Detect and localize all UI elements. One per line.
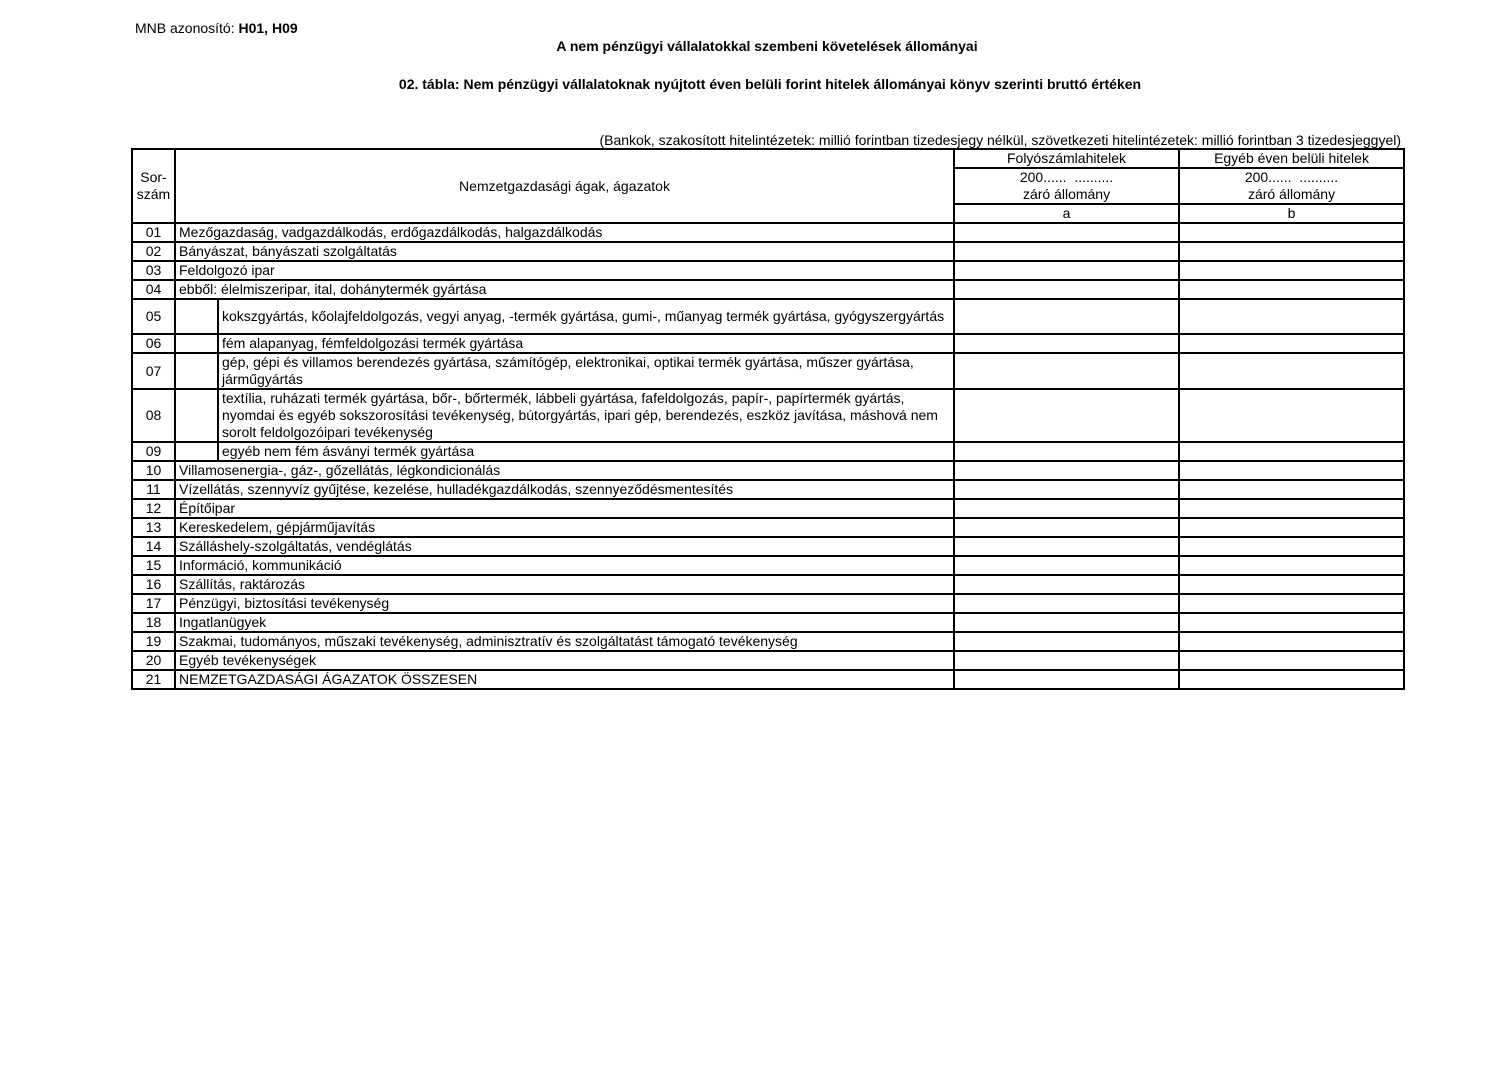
- row-label: Ingatlanügyek: [175, 613, 954, 632]
- indent-cell: [175, 442, 218, 461]
- row-label: Vízellátás, szennyvíz gyűjtése, kezelése, hulladékgazdálkodás, szennyeződésmentesítés: [175, 480, 954, 499]
- row-number: 06: [132, 334, 175, 353]
- cell-b[interactable]: [1179, 537, 1404, 556]
- row-label: NEMZETGAZDASÁGI ÁGAZATOK ÖSSZESEN: [175, 670, 954, 689]
- row-label: Bányászat, bányászati szolgáltatás: [175, 242, 954, 261]
- cell-a[interactable]: [954, 537, 1179, 556]
- cell-a[interactable]: [954, 651, 1179, 670]
- row-label: Szállítás, raktározás: [175, 575, 954, 594]
- row-label: Szálláshely-szolgáltatás, vendéglátás: [175, 537, 954, 556]
- cell-b[interactable]: [1179, 651, 1404, 670]
- table-row: [132, 442, 1404, 461]
- cell-b[interactable]: [1179, 261, 1404, 280]
- col-a-code: a: [954, 204, 1179, 223]
- row-label: Információ, kommunikáció: [175, 556, 954, 575]
- table-row: [132, 556, 1404, 575]
- table-row: [132, 223, 1404, 242]
- row-number: 14: [132, 537, 175, 556]
- cell-a[interactable]: [954, 223, 1179, 242]
- cell-a[interactable]: [954, 480, 1179, 499]
- cell-b[interactable]: [1179, 575, 1404, 594]
- row-label: Szakmai, tudományos, műszaki tevékenység, adminisztratív és szolgáltatást támogató tevékenység: [175, 632, 954, 651]
- table-row: [132, 261, 1404, 280]
- row-label: Kereskedelem, gépjárműjavítás: [175, 518, 954, 537]
- table-body: [132, 223, 1404, 689]
- cell-a[interactable]: [954, 575, 1179, 594]
- table-row: [132, 537, 1404, 556]
- row-number: 08: [132, 389, 175, 442]
- agak-header: Nemzetgazdasági ágak, ágazatok: [175, 149, 954, 223]
- row-number: 11: [132, 480, 175, 499]
- col-b-state: záró állomány: [1247, 186, 1336, 202]
- col-a-date: 200...... ..........: [1019, 169, 1114, 185]
- table-row: [132, 670, 1404, 689]
- sorszam-header-line2: szám: [136, 186, 171, 202]
- cell-a[interactable]: [954, 670, 1179, 689]
- cell-a[interactable]: [954, 499, 1179, 518]
- cell-b[interactable]: [1179, 334, 1404, 353]
- row-label: Egyéb tevékenységek: [175, 651, 954, 670]
- row-number: 04: [132, 280, 175, 299]
- cell-b[interactable]: [1179, 632, 1404, 651]
- cell-b[interactable]: [1179, 480, 1404, 499]
- row-number: 15: [132, 556, 175, 575]
- cell-a[interactable]: [954, 261, 1179, 280]
- cell-a[interactable]: [954, 334, 1179, 353]
- table-row: [132, 499, 1404, 518]
- cell-a[interactable]: [954, 556, 1179, 575]
- row-label: textília, ruházati termék gyártása, bőr-, bőrtermék, lábbeli gyártása, fafeldolgozás, papír-, papírtermék gyártás, nyomdai és egyéb sokszorosítási tevékenység, bútorgyártás, ipari gép, berendezés, eszköz javítása, máshová nem sorolt feldolgozóipari tevékenység: [218, 389, 954, 442]
- row-number: 21: [132, 670, 175, 689]
- col-b-period: [1179, 168, 1404, 204]
- document-title: A nem pénzügyi vállalatokkal szembeni követelések állományai: [556, 38, 978, 54]
- row-number: 10: [132, 461, 175, 480]
- mnb-identifier: [135, 20, 298, 36]
- table-header: [132, 149, 1404, 223]
- row-label: egyéb nem fém ásványi termék gyártása: [218, 442, 954, 461]
- row-label: Építőipar: [175, 499, 954, 518]
- col-a-title: Folyószámlahitelek: [954, 149, 1179, 168]
- table-row: [132, 613, 1404, 632]
- table-row: [132, 575, 1404, 594]
- data-table: [131, 148, 1405, 690]
- table-row: [132, 518, 1404, 537]
- cell-b[interactable]: [1179, 556, 1404, 575]
- row-number: 12: [132, 499, 175, 518]
- row-label: gép, gépi és villamos berendezés gyártása, számítógép, elektronikai, optikai termék gyártása, műszer gyártása, járműgyártás: [218, 353, 954, 389]
- cell-b[interactable]: [1179, 499, 1404, 518]
- row-number: 13: [132, 518, 175, 537]
- mnb-id-value: H01, H09: [238, 20, 298, 36]
- table-row: [132, 280, 1404, 299]
- cell-b[interactable]: [1179, 389, 1404, 442]
- col-a-state: záró állomány: [1022, 186, 1111, 202]
- row-number: 01: [132, 223, 175, 242]
- table-title: 02. tábla: Nem pénzügyi vállalatoknak nyújtott éven belüli forint hitelek állományai könyv szerinti bruttó értéken: [398, 76, 1142, 92]
- table-row: [132, 299, 1404, 334]
- row-number: 05: [132, 299, 175, 334]
- cell-a[interactable]: [954, 280, 1179, 299]
- row-label: kokszgyártás, kőolajfeldolgozás, vegyi anyag, -termék gyártása, gumi-, műanyag termék gyártása, gyógyszergyártás: [218, 299, 954, 334]
- indent-cell: [175, 299, 218, 334]
- cell-a[interactable]: [954, 299, 1179, 334]
- cell-b[interactable]: [1179, 518, 1404, 537]
- row-label: Pénzügyi, biztosítási tevékenység: [175, 594, 954, 613]
- sorszam-header: [132, 149, 175, 223]
- cell-b[interactable]: [1179, 442, 1404, 461]
- cell-a[interactable]: [954, 442, 1179, 461]
- cell-a[interactable]: [954, 389, 1179, 442]
- row-number: 03: [132, 261, 175, 280]
- cell-b[interactable]: [1179, 670, 1404, 689]
- table-row: [132, 594, 1404, 613]
- row-number: 17: [132, 594, 175, 613]
- row-label: fém alapanyag, fémfeldolgozási termék gyártása: [218, 334, 954, 353]
- row-number: 07: [132, 353, 175, 389]
- col-b-title: Egyéb éven belüli hitelek: [1179, 149, 1404, 168]
- row-label: Villamosenergia-, gáz-, gőzellátás, légkondicionálás: [175, 461, 954, 480]
- table-row: [132, 480, 1404, 499]
- row-label: ebből: élelmiszeripar, ital, dohánytermék gyártása: [175, 280, 954, 299]
- row-number: 09: [132, 442, 175, 461]
- indent-cell: [175, 334, 218, 353]
- cell-a[interactable]: [954, 613, 1179, 632]
- table-row: [132, 632, 1404, 651]
- cell-b[interactable]: [1179, 242, 1404, 261]
- cell-a[interactable]: [954, 242, 1179, 261]
- indent-cell: [175, 389, 218, 442]
- col-a-period: [954, 168, 1179, 204]
- mnb-id-label: MNB azonosító:: [135, 20, 239, 36]
- sorszam-header-line1: Sor-: [140, 169, 167, 185]
- row-label: Feldolgozó ipar: [175, 261, 954, 280]
- table-row: [132, 242, 1404, 261]
- table-row: [132, 461, 1404, 480]
- cell-b[interactable]: [1179, 594, 1404, 613]
- cell-a[interactable]: [954, 594, 1179, 613]
- table-row: [132, 353, 1404, 389]
- col-b-date: 200...... ..........: [1244, 169, 1339, 185]
- row-number: 02: [132, 242, 175, 261]
- row-number: 18: [132, 613, 175, 632]
- table-row: [132, 651, 1404, 670]
- cell-b[interactable]: [1179, 223, 1404, 242]
- cell-a[interactable]: [954, 461, 1179, 480]
- units-note: (Bankok, szakosított hitelintézetek: millió forintban tizedesjegy nélkül, szövetkezeti hitelintézetek: millió forintban 3 tizedesjeggyel): [599, 132, 1401, 148]
- row-number: 20: [132, 651, 175, 670]
- cell-a[interactable]: [954, 518, 1179, 537]
- cell-b[interactable]: [1179, 299, 1404, 334]
- row-number: 16: [132, 575, 175, 594]
- row-label: Mezőgazdaság, vadgazdálkodás, erdőgazdálkodás, halgazdálkodás: [175, 223, 954, 242]
- cell-a[interactable]: [954, 353, 1179, 389]
- indent-cell: [175, 353, 218, 389]
- table-row: [132, 334, 1404, 353]
- cell-b[interactable]: [1179, 353, 1404, 389]
- cell-b[interactable]: [1179, 280, 1404, 299]
- cell-a[interactable]: [954, 632, 1179, 651]
- col-b-code: b: [1179, 204, 1404, 223]
- row-number: 19: [132, 632, 175, 651]
- cell-b[interactable]: [1179, 461, 1404, 480]
- cell-b[interactable]: [1179, 613, 1404, 632]
- table-row: [132, 389, 1404, 442]
